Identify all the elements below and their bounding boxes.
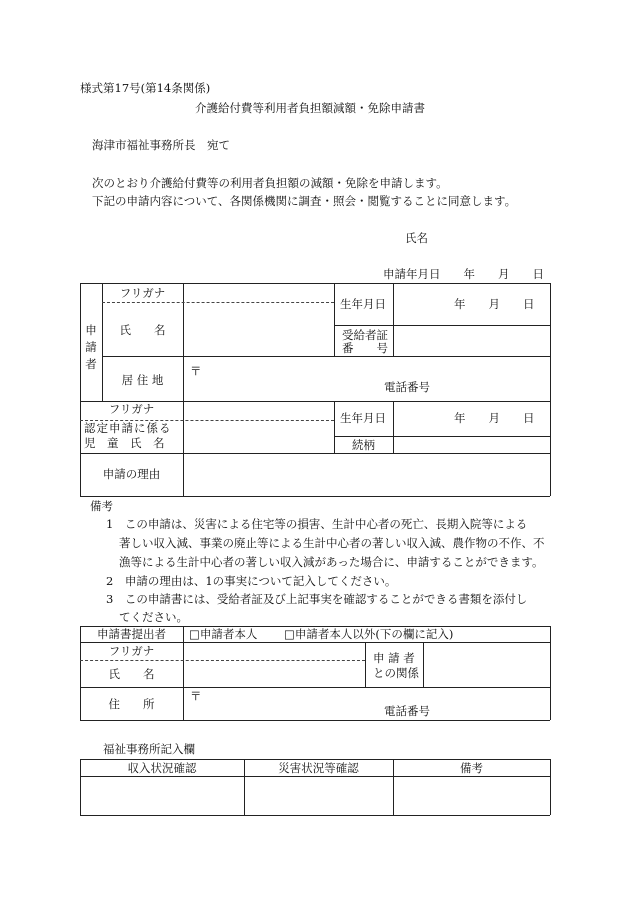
child-name-field[interactable] <box>186 404 331 450</box>
income-check-header: 収入状況確認 <box>127 761 197 775</box>
child-label-1: 認定申請に係る <box>84 421 172 435</box>
form-title: 介護給付費等利用者負担額減額・免除申請書 <box>195 101 425 115</box>
disaster-check-header: 災害状況等確認 <box>278 761 359 775</box>
submitter-furigana-field[interactable] <box>186 644 362 658</box>
note-line: 漁等による生計中心者の著しい収入減があった場合に、申請することができます。 <box>119 555 544 569</box>
submitter-postal-mark: 〒 <box>190 689 202 703</box>
applicant-name-field[interactable] <box>186 306 331 352</box>
applicant-address-label: 居 住 地 <box>121 373 164 387</box>
intro-line-2: 下記の申請内容について、各関係機関に調査・照会・閲覧することに同意します。 <box>92 194 517 208</box>
applicant-side-label: 申 請 者 <box>85 323 97 371</box>
application-date[interactable]: 申請年月日 年 月 日 <box>383 267 544 281</box>
office-remarks-field[interactable] <box>395 778 548 813</box>
office-section-heading: 福祉事務所記入欄 <box>103 742 195 756</box>
submitter-address-field[interactable] <box>204 689 544 718</box>
submitter-name-field[interactable] <box>186 663 362 685</box>
office-remarks-header: 備考 <box>460 761 483 775</box>
form-number: 様式第17号(第14条関係) <box>80 81 211 95</box>
child-furigana-label: フリガナ <box>108 402 155 416</box>
child-birthdate-label: 生年月日 <box>340 411 386 425</box>
note-line: 著しい収入減、事業の廃止等による生計中心者の著しい収入減、農作物の不作、不 <box>119 536 545 550</box>
applicant-furigana-field[interactable] <box>186 286 331 300</box>
submitter-relation-label-2: との関係 <box>373 666 419 680</box>
note-line: 3 この申請書には、受給者証及び上記事実を確認することができる書類を添付し <box>106 592 528 606</box>
note-line: 1 この申請は、災害による住宅等の損害、生計中心者の死亡、長期入院等による <box>106 517 528 531</box>
recipient-cert-label-2: 番 号 <box>342 341 388 355</box>
relation-field[interactable] <box>396 438 548 452</box>
child-label-2: 児 童 氏 名 <box>84 436 165 450</box>
reason-field[interactable] <box>186 456 548 494</box>
applicant-birthdate-label: 生年月日 <box>340 297 386 311</box>
reason-label: 申請の理由 <box>102 467 161 481</box>
intro-line-1: 次のとおり介護給付費等の利用者負担額の減額・免除を申請します。 <box>92 176 448 190</box>
note-line: てください。 <box>119 610 188 624</box>
recipient-cert-label-1: 受給者証 <box>342 328 388 342</box>
option-self-checkbox[interactable]: □申請者本人 <box>189 627 258 641</box>
submitter-furigana-label: フリガナ <box>108 644 155 658</box>
applicant-phone-label: 電話番号 <box>384 380 430 394</box>
submitter-relation-label-1: 申 請 者 <box>373 651 415 665</box>
relation-label: 続柄 <box>352 438 375 452</box>
applicant-birthdate-field[interactable]: 年 月 日 <box>454 297 535 311</box>
applicant-furigana-label: フリガナ <box>119 286 166 300</box>
addressee: 海津市福祉事務所長 宛て <box>92 138 230 152</box>
recipient-cert-field[interactable] <box>396 328 548 354</box>
child-birthdate-field[interactable]: 年 月 日 <box>454 411 535 425</box>
submitter-phone-label: 電話番号 <box>384 704 430 718</box>
applicant-postal-mark: 〒 <box>190 364 202 378</box>
submitter-address-label: 住 所 <box>108 697 155 711</box>
disaster-check-field[interactable] <box>246 778 391 813</box>
note-line: 2 申請の理由は、1の事実について記入してください。 <box>106 574 397 588</box>
notes-heading: 備考 <box>90 499 113 513</box>
option-other-checkbox[interactable]: □申請者本人以外(下の欄に記入) <box>284 627 454 641</box>
income-check-field[interactable] <box>82 778 242 813</box>
applicant-name-label: 氏 名 <box>119 323 166 337</box>
submitter-name-label: 氏 名 <box>108 667 155 681</box>
applicant-address-field[interactable] <box>204 360 544 398</box>
submitter-relation-field[interactable] <box>426 644 548 685</box>
signature-name-label: 氏名 <box>405 231 428 245</box>
submitter-label: 申請書提出者 <box>97 627 166 641</box>
